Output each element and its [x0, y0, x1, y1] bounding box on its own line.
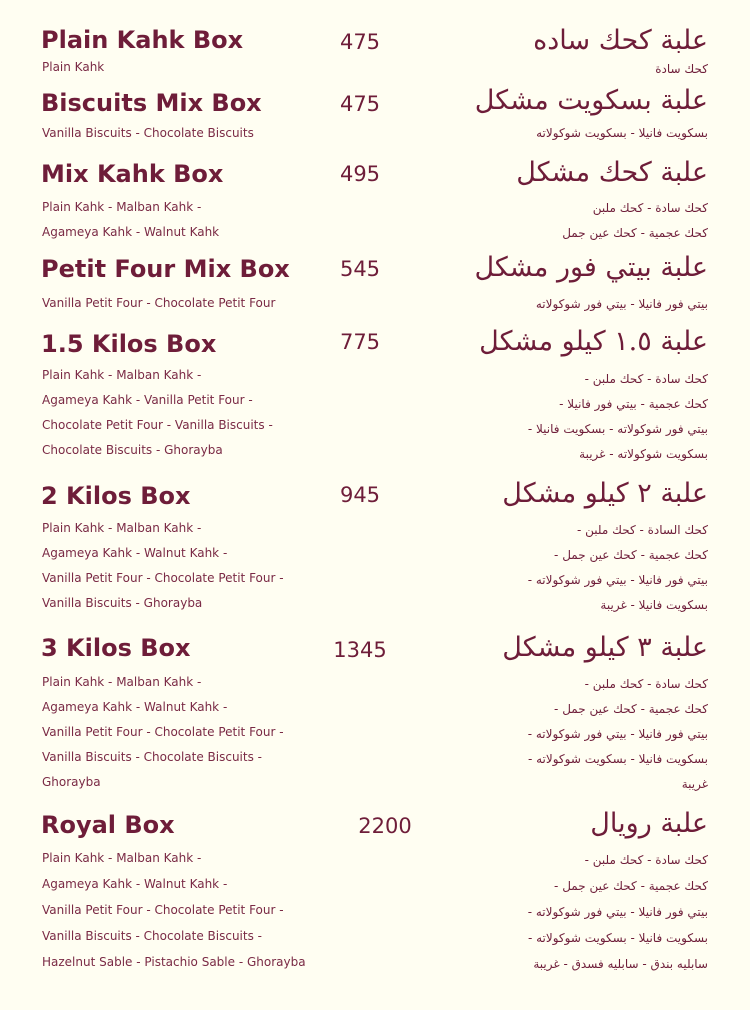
item-title: Mix Kahk Box [41, 160, 224, 188]
item-description-line: Plain Kahk - Malban Kahk - [42, 521, 202, 535]
item-price: 495 [339, 162, 381, 186]
item-arabic-description-line: بيتي فور فانيلا - بيتي فور شوكولاته - [527, 573, 708, 587]
item-description-line: Ghorayba [42, 775, 101, 789]
item-title: Biscuits Mix Box [41, 89, 262, 117]
item-price: 2200 [358, 814, 412, 838]
item-arabic-description-line: كحك سادة - كحك ملبن [592, 201, 708, 215]
item-arabic-description-line: كحك عجمية - بيتي فور فانيلا - [559, 397, 708, 411]
item-description-line: Vanilla Petit Four - Chocolate Petit Four - [42, 725, 284, 739]
item-title: 1.5 Kilos Box [41, 330, 217, 358]
item-arabic-description-line: كحك سادة - كحك ملبن - [584, 853, 708, 867]
item-description-line: Agameya Kahk - Walnut Kahk - [42, 877, 228, 891]
item-price: 945 [339, 483, 381, 507]
item-arabic-description-line: كحك سادة [655, 62, 708, 76]
item-arabic-title: علبة ٣ كيلو مشكل [502, 632, 708, 663]
item-arabic-description-line: كحك عجمية - كحك عين جمل [562, 226, 708, 240]
item-description-line: Plain Kahk [42, 60, 105, 74]
item-description-line: Agameya Kahk - Walnut Kahk - [42, 546, 228, 560]
item-description-line: Vanilla Biscuits - Chocolate Biscuits - [42, 929, 262, 943]
item-arabic-description-line: بيتي فور فانيلا - بيتي فور شوكولاته - [527, 727, 708, 741]
item-description-line: Vanilla Biscuits - Chocolate Biscuits [42, 126, 254, 140]
item-title: 3 Kilos Box [41, 634, 191, 662]
item-arabic-description-line: سابليه بندق - سابليه فسدق - غريبة [533, 957, 708, 971]
item-arabic-title: علبة ٢ كيلو مشكل [502, 478, 708, 509]
item-arabic-description-line: كحك عجمية - كحك عين جمل - [554, 702, 708, 716]
item-description-line: Vanilla Petit Four - Chocolate Petit Four - [42, 571, 284, 585]
item-arabic-title: علبة رويال [590, 808, 708, 839]
item-description-line: Agameya Kahk - Vanilla Petit Four - [42, 393, 253, 407]
item-description-line: Chocolate Biscuits - Ghorayba [42, 443, 223, 457]
item-description-line: Vanilla Petit Four - Chocolate Petit Four [42, 296, 276, 310]
item-price: 475 [339, 30, 381, 54]
item-description-line: Vanilla Petit Four - Chocolate Petit Four - [42, 903, 284, 917]
item-arabic-title: علبة ١.٥ كيلو مشكل [479, 326, 708, 357]
item-arabic-description-line: كحك عجمية - كحك عين جمل - [554, 879, 708, 893]
item-arabic-title: علبة بيتي فور مشكل [474, 252, 708, 283]
item-arabic-description-line: بسكويت فانيلا - بسكويت شوكولاته - [527, 752, 708, 766]
item-title: 2 Kilos Box [41, 482, 191, 510]
item-arabic-title: علبة كحك مشكل [516, 157, 708, 188]
item-description-line: Plain Kahk - Malban Kahk - [42, 368, 202, 382]
item-description-line: Vanilla Biscuits - Chocolate Biscuits - [42, 750, 262, 764]
item-price: 775 [339, 330, 381, 354]
item-title: Royal Box [41, 811, 175, 839]
item-description-line: Agameya Kahk - Walnut Kahk [42, 225, 220, 239]
item-arabic-description-line: كحك سادة - كحك ملبن - [584, 677, 708, 691]
item-arabic-description-line: بسكويت فانيلا - بسكويت شوكولاته [536, 126, 708, 140]
item-arabic-description-line: بسكويت فانيلا - بسكويت شوكولاته - [527, 931, 708, 945]
item-arabic-description-line: كحك سادة - كحك ملبن - [584, 372, 708, 386]
item-description-line: Vanilla Biscuits - Ghorayba [42, 596, 203, 610]
item-title: Petit Four Mix Box [41, 255, 290, 283]
item-description-line: Plain Kahk - Malban Kahk - [42, 851, 202, 865]
item-arabic-title: علبة كحك ساده [533, 25, 708, 56]
item-title: Plain Kahk Box [41, 26, 244, 54]
item-arabic-description-line: بيتي فور فانيلا - بيتي فور شوكولاته - [527, 905, 708, 919]
item-description-line: Agameya Kahk - Walnut Kahk - [42, 700, 228, 714]
item-description-line: Plain Kahk - Malban Kahk - [42, 200, 202, 214]
item-arabic-description-line: بيتي فور فانيلا - بيتي فور شوكولاته [535, 297, 708, 311]
item-description-line: Chocolate Petit Four - Vanilla Biscuits - [42, 418, 273, 432]
item-arabic-description-line: بيتي فور شوكولاته - بسكويت فانيلا - [527, 422, 708, 436]
item-arabic-description-line: كحك عجمية - كحك عين جمل - [554, 548, 708, 562]
item-arabic-title: علبة بسكويت مشكل [474, 85, 708, 116]
item-arabic-description-line: كحك السادة - كحك ملبن - [576, 523, 708, 537]
item-price: 1345 [333, 638, 387, 662]
item-arabic-description-line: بسكويت شوكولاته - غريبة [579, 447, 708, 461]
item-description-line: Plain Kahk - Malban Kahk - [42, 675, 202, 689]
item-arabic-description-line: غريبة [681, 777, 708, 791]
item-arabic-description-line: بسكويت فانيلا - غريبة [600, 598, 708, 612]
item-price: 475 [339, 92, 381, 116]
item-description-line: Hazelnut Sable - Pistachio Sable - Ghorayba [42, 955, 306, 969]
item-price: 545 [339, 257, 381, 281]
